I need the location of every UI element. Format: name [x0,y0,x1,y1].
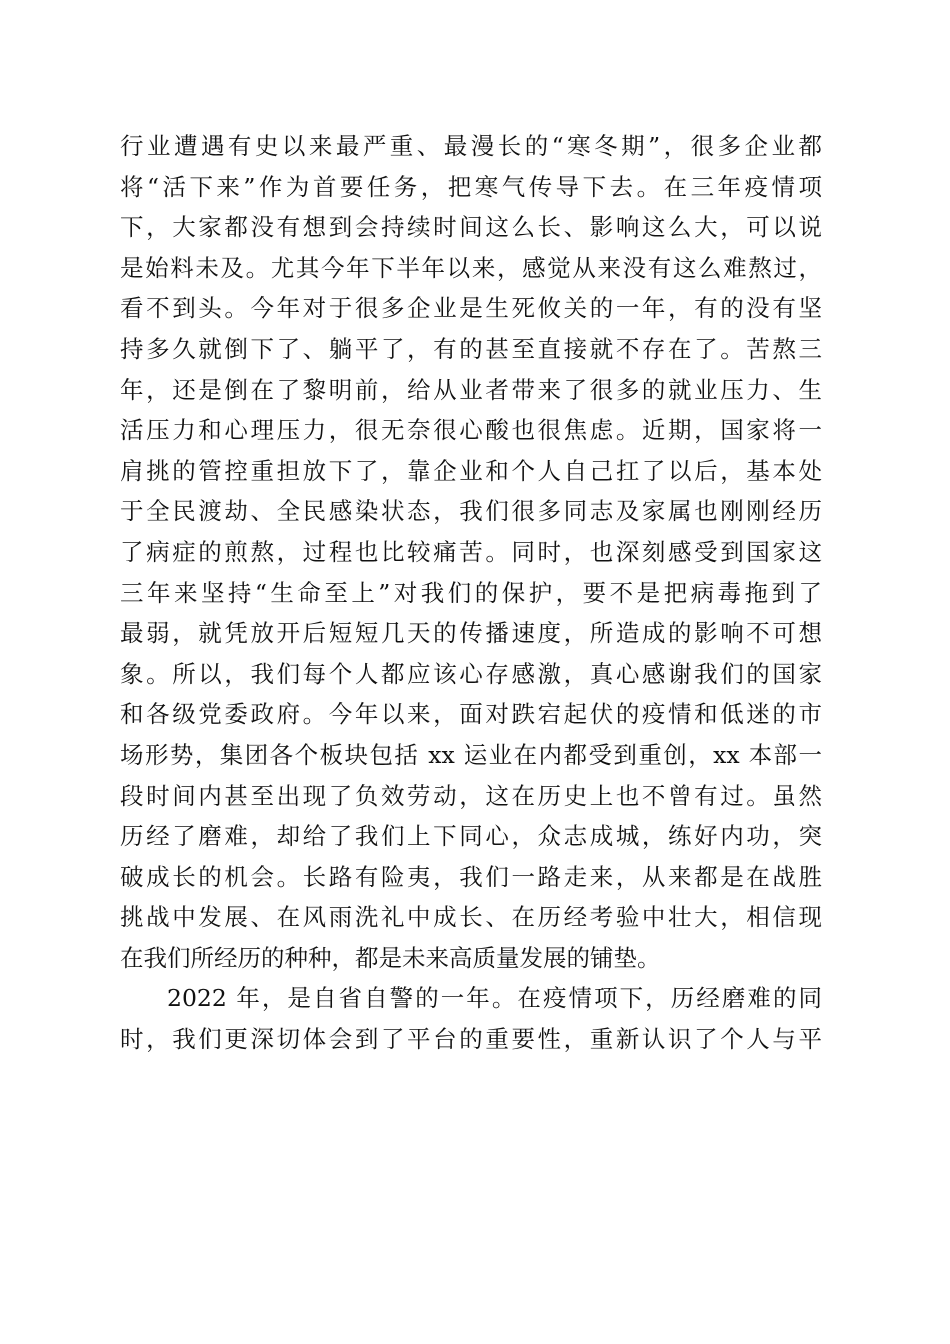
text-line: 是始料未及。尤其今年下半年以来，感觉从来没有这么难熬过， [120,253,822,282]
text-line: 持多久就倒下了、躺平了，有的甚至直接就不存在了。苦熬三 [120,334,822,363]
text-line: 了病症的煎熬，过程也比较痛苦。同时，也深刻感受到国家这 [120,537,822,566]
text-line: 看不到头。今年对于很多企业是生死攸关的一年，有的没有坚 [120,294,822,323]
text-line: 时，我们更深切体会到了平台的重要性，重新认识了个人与平 [120,1025,822,1054]
text-line: 于全民渡劫、全民感染状态，我们很多同志及家属也刚刚经历 [120,497,822,526]
text-line: 和各级党委政府。今年以来，面对跌宕起伏的疫情和低迷的市 [120,700,822,729]
text-line: 历经了磨难，却给了我们上下同心，众志成城，练好内功，突 [120,822,822,851]
text-line-paragraph-start: 2022 年，是自省自警的一年。在疫情项下，历经磨难的同 [167,984,822,1013]
text-line: 象。所以，我们每个人都应该心存感激，真心感谢我们的国家 [120,659,822,688]
text-line: 段时间内甚至出现了负效劳动，这在历史上也不曾有过。虽然 [120,781,822,810]
text-line: 挑战中发展、在风雨洗礼中成长、在历经考验中壮大，相信现 [120,903,822,932]
text-line: 场形势，集团各个板块包括 xx 运业在内都受到重创，xx 本部一 [120,740,822,769]
text-line: 将“活下来”作为首要任务，把寒气传导下去。在三年疫情项 [120,172,822,201]
text-line: 年，还是倒在了黎明前，给从业者带来了很多的就业压力、生 [120,375,822,404]
body-text [120,126,822,1060]
text-line: 肩挑的管控重担放下了，靠企业和个人自己扛了以后，基本处 [120,456,822,485]
text-line-paragraph-end: 在我们所经历的种种，都是未来高质量发展的铺垫。 [120,943,661,972]
text-line: 行业遭遇有史以来最严重、最漫长的“寒冬期”，很多企业都 [120,132,822,160]
text-line: 活压力和心理压力，很无奈很心酸也很焦虑。近期，国家将一 [120,416,822,445]
text-line: 下，大家都没有想到会持续时间这么长、影响这么大，可以说 [120,213,822,242]
text-line: 破成长的机会。长路有险夷，我们一路走来，从来都是在战胜 [120,862,822,891]
text-line: 最弱，就凭放开后短短几天的传播速度，所造成的影响不可想 [120,619,822,648]
text-line: 三年来坚持“生命至上”对我们的保护，要不是把病毒拖到了 [120,578,822,607]
